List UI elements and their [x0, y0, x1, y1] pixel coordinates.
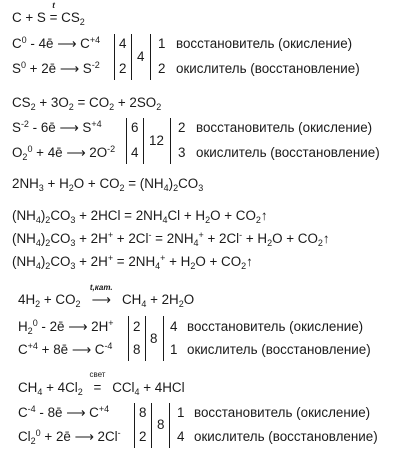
b1-rhs: CS [61, 10, 80, 25]
b4-l1-p2: ) [40, 208, 46, 223]
b5-r1-a: H [18, 319, 28, 334]
b6-r1-mid: - 8ē [35, 405, 67, 420]
b1-r1-arrow: ⟶ [57, 36, 77, 51]
b3-p4-sub: 4 [163, 183, 169, 193]
b4-l2-p8: + H [242, 231, 268, 246]
b4-l1-p5-sub: 2 [205, 215, 211, 225]
b1-r2-mid: + 2ē [25, 61, 60, 76]
b4-l2-p9-sub: 2 [317, 238, 323, 248]
b5-r1-a-sup: 0 [32, 318, 38, 328]
b5-electrons-2: 8 [133, 342, 141, 357]
b2-p1-sub: 2 [30, 102, 36, 112]
b4-l3-p6: + H [165, 254, 191, 269]
b4-l3-p3: CO [50, 254, 71, 269]
b2-role-2: окислитель (восстановление) [196, 145, 380, 160]
b1-r2-b-sup: -2 [91, 60, 100, 70]
b6-p2: + 4Cl [42, 380, 78, 395]
b1-half-reaction-1 [12, 36, 100, 52]
b2-half-reaction-1 [12, 120, 102, 136]
b4-l2-p1-sub: 4 [35, 238, 41, 248]
b1-r2-b: S [79, 61, 92, 76]
b1-equation [12, 1, 85, 27]
b4-l3-p4: + 2H [75, 254, 108, 269]
b1-r2-a-sup: 0 [20, 60, 26, 70]
b5-r1-a-sub: 2 [27, 326, 33, 336]
b1-cond-label: t [52, 1, 55, 10]
b3-p2: + H [43, 176, 69, 191]
b1-electrons-1: 4 [119, 36, 127, 51]
b2-p4-sub: 2 [156, 102, 162, 112]
b4-l2-p3: CO [50, 231, 71, 246]
b4-equation-3 [12, 254, 253, 270]
b6-p2-sub: 2 [77, 387, 83, 397]
b1-r1-a: C [12, 36, 22, 51]
b3-p5-sub: 2 [173, 183, 179, 193]
b6-electrons-2: 2 [139, 429, 147, 444]
b5-p1-sub: 2 [35, 299, 41, 309]
gas-arrow-icon: ↑ [246, 254, 253, 269]
b1-lcm: 4 [137, 49, 145, 64]
b2-half-reaction-2 [12, 145, 115, 161]
b4-equation-1 [12, 208, 268, 224]
b5-p4-sub: 2 [178, 299, 184, 309]
b2-p1: CS [12, 95, 31, 110]
b1-sign: = [49, 10, 58, 25]
b5-p3-sub: 4 [141, 299, 147, 309]
b4-l3-p2-sub: 2 [45, 261, 51, 271]
b2-r2-mid: + 4ē [32, 145, 67, 160]
b4-l1-p3: CO [50, 208, 71, 223]
b4-l1-p2-sub: 2 [45, 215, 51, 225]
b4-l1-p1-sub: 4 [35, 215, 41, 225]
b2-r1-arrow: ⟶ [59, 120, 79, 135]
b4-l2-p2-sub: 2 [45, 238, 51, 248]
b5-r1-arrow: ⟶ [68, 319, 88, 334]
gas-arrow-icon: ↑ [260, 208, 268, 223]
b2-divider-2 [143, 118, 144, 164]
b1-r2-a: S [12, 61, 21, 76]
b5-coef-1: 4 [170, 319, 178, 334]
b2-r1-b-sup: +4 [91, 119, 102, 129]
b3-p6: CO [178, 176, 199, 191]
b5-role-1: восстановитель (окисление) [187, 319, 364, 334]
b2-r2-b-sup: -2 [107, 144, 116, 154]
b4-l2-p6-sub: 4 [193, 238, 199, 248]
b1-r1-b-sup: +4 [89, 35, 101, 45]
b2-r2-arrow: ⟶ [66, 145, 86, 160]
b1-condition [49, 1, 58, 26]
b2-coef-1: 2 [178, 120, 186, 135]
b3-p3: O + CO [73, 176, 120, 191]
b2-p2: + 3O [35, 95, 69, 110]
b6-electrons-1: 8 [139, 405, 147, 420]
b2-equation [12, 95, 161, 111]
b5-arrow: ⟶ [91, 292, 111, 307]
b5-equation [18, 283, 195, 309]
b6-r2-mid: + 2ē [40, 429, 75, 444]
b4-equation-2 [12, 231, 330, 247]
b1-divider-2 [131, 34, 132, 80]
b4-l2-p7: + 2Cl [203, 231, 240, 246]
b2-electrons-1: 6 [131, 120, 139, 135]
b3-equation [12, 176, 203, 192]
b5-condition [84, 283, 118, 308]
b1-r1-b: C [76, 36, 90, 51]
b5-divider-2 [145, 316, 146, 361]
b5-r2-b: C [91, 342, 105, 357]
b3-p1-sub: 3 [38, 183, 44, 193]
b4-l1-p6-sub: 2 [255, 215, 261, 225]
b6-p3: CCl [112, 380, 135, 395]
b6-r1-b-sup: +4 [98, 404, 110, 414]
b5-r2-b-sup: -4 [104, 341, 113, 351]
b2-lcm: 12 [149, 133, 164, 148]
b5-r2-a-sup: +4 [27, 341, 38, 351]
b6-divider-1 [134, 403, 135, 448]
b4-l3-p7-sub: 2 [241, 261, 247, 271]
b2-p4: + 2SO [114, 95, 157, 110]
b4-l1-p4-sub: 4 [162, 215, 168, 225]
b5-r2-a: C [18, 342, 28, 357]
b4-l3-p1-sub: 4 [35, 261, 41, 271]
b3-p1: 2NH [12, 176, 39, 191]
b5-lcm: 8 [150, 331, 158, 346]
b6-r2-a-sub: 2 [30, 436, 36, 446]
b5-r1-mid: - 2ē [37, 319, 69, 334]
b4-l3-p5-sup: + [160, 253, 166, 263]
b5-r1-b: 2H [87, 319, 109, 334]
b4-l3-p5: = 2NH [113, 254, 156, 269]
b6-coef-1: 1 [177, 405, 185, 420]
b4-l2-p7-sup: - [239, 230, 243, 240]
b2-p3-sub: 2 [109, 102, 115, 112]
b5-half-reaction-2 [18, 342, 112, 358]
b4-l1-p3-sub: 3 [70, 215, 76, 225]
b5-r2-arrow: ⟶ [71, 342, 92, 357]
b1-role-2: окислитель (восстановление) [176, 61, 360, 76]
b5-divider-1 [128, 316, 129, 361]
b1-role-1: восстановитель (окисление) [176, 36, 353, 51]
b4-l3-p6-sub: 2 [190, 261, 196, 271]
b6-coef-2: 4 [177, 429, 185, 444]
b4-l2-p5: + 2Cl [113, 231, 149, 246]
b5-p3: CH [121, 292, 142, 307]
b4-l3-p4-sup: + [107, 253, 114, 263]
b4-l3-p2: ) [40, 254, 46, 269]
b5-cond-label: t,кат. [89, 283, 113, 292]
b4-l1-p5: Cl + H [167, 208, 206, 223]
b4-l2-p4: + 2H [75, 231, 108, 246]
b2-divider-1 [126, 118, 127, 164]
b6-r1-a: C [18, 405, 28, 420]
b4-l2-p5-sup: - [148, 230, 152, 240]
b6-p4: + 4HCl [139, 380, 185, 395]
b1-divider-3 [150, 34, 151, 80]
b2-divider-3 [170, 118, 171, 164]
b4-l1-p4: + 2HCl = 2NH [75, 208, 163, 223]
b4-l3-p7: O + CO [195, 254, 242, 269]
b6-r2-arrow: ⟶ [74, 429, 94, 444]
b2-r1-mid: - 6ē [28, 120, 60, 135]
b5-half-reaction-1 [18, 319, 114, 335]
b6-half-reaction-1 [18, 405, 109, 421]
b2-r2-a-sub: 2 [22, 152, 28, 162]
b5-p5: O [183, 292, 195, 307]
b4-l2-p4-sup: + [107, 230, 114, 240]
b4-l2-p2: ) [40, 231, 46, 246]
b5-p2-sub: 2 [75, 299, 81, 309]
b1-r2-arrow: ⟶ [59, 61, 80, 76]
b3-p6-sub: 3 [198, 183, 204, 193]
b2-r1-b: S [78, 120, 92, 135]
b1-coef-1: 1 [158, 36, 166, 51]
b6-divider-2 [151, 403, 152, 448]
b4-l2-p1: (NH [12, 231, 36, 246]
b1-r1-a-sup: 0 [21, 35, 27, 45]
b6-r1-a-sup: -4 [27, 404, 36, 414]
b1-divider-1 [114, 34, 115, 80]
b6-condition [86, 370, 108, 396]
b4-l3-p1: (NH [12, 254, 36, 269]
b6-p1: CH [18, 380, 38, 395]
b2-r2-a: O [12, 145, 23, 160]
b2-role-1: восстановитель (окисление) [196, 120, 373, 135]
b5-p1: 4H [18, 292, 36, 307]
b5-p4: + 2H [146, 292, 179, 307]
b4-l2-p8-sub: 2 [267, 238, 273, 248]
b6-r2-b-sup: - [117, 428, 121, 438]
b5-r2-mid: + 8ē [37, 342, 72, 357]
b5-coef-2: 1 [170, 342, 178, 357]
b1-half-reaction-2 [12, 61, 100, 77]
b6-lcm: 8 [157, 417, 165, 432]
b2-r1-a-sup: -2 [20, 119, 29, 129]
b3-p2-sub: 2 [68, 183, 74, 193]
b4-l2-p3-sub: 3 [70, 238, 76, 248]
b3-p4: = (NH [124, 176, 164, 191]
b6-r1-b: C [85, 405, 99, 420]
b6-r2-a: Cl [18, 429, 31, 444]
b6-role-1: восстановитель (окисление) [194, 405, 371, 420]
b1-coef-2: 2 [158, 61, 166, 76]
b4-l2-p6-sup: + [198, 230, 204, 240]
b6-divider-3 [169, 403, 170, 448]
b1-rhs-sub: 2 [79, 17, 85, 27]
b4-l1-p6: O + CO [210, 208, 256, 223]
b2-r2-a-sup: 0 [27, 144, 33, 154]
b1-electrons-2: 2 [119, 61, 127, 76]
b4-l2-p6: = 2NH [151, 231, 194, 246]
gas-arrow-icon: ↑ [322, 231, 330, 246]
b6-r2-b: 2Cl [93, 429, 118, 444]
b6-p1-sub: 4 [37, 387, 43, 397]
b4-l2-p9: O + CO [272, 231, 318, 246]
b4-l3-p5-sub: 4 [155, 261, 161, 271]
b3-p5: ) [168, 176, 174, 191]
b6-half-reaction-2 [18, 429, 121, 445]
b6-sign: = [93, 380, 102, 395]
b1-lhs: C + S [12, 10, 46, 25]
b6-r1-arrow: ⟶ [66, 405, 86, 420]
b2-r1-a: S [12, 120, 21, 135]
b4-l3-p3-sub: 3 [70, 261, 76, 271]
b2-r2-b: 2O [85, 145, 108, 160]
b6-r2-a-sup: 0 [35, 428, 41, 438]
b2-p3: = CO [73, 95, 110, 110]
b5-electrons-1: 2 [133, 319, 141, 334]
b2-coef-2: 3 [178, 145, 186, 160]
b6-equation [18, 370, 185, 397]
b6-p3-sub: 4 [134, 387, 140, 397]
b5-role-2: окислитель (восстановление) [187, 342, 371, 357]
b4-l1-p1: (NH [12, 208, 36, 223]
b6-role-2: окислитель (восстановление) [194, 429, 378, 444]
b5-divider-3 [163, 316, 164, 361]
b5-p2: + CO [40, 292, 76, 307]
b5-r1-b-sup: + [108, 318, 114, 328]
b3-p3-sub: 2 [119, 183, 125, 193]
b1-r1-mid: - 4ē [26, 36, 58, 51]
b6-cond-label: свет [89, 370, 106, 379]
b2-p2-sub: 2 [68, 102, 74, 112]
b2-electrons-2: 4 [131, 145, 139, 160]
